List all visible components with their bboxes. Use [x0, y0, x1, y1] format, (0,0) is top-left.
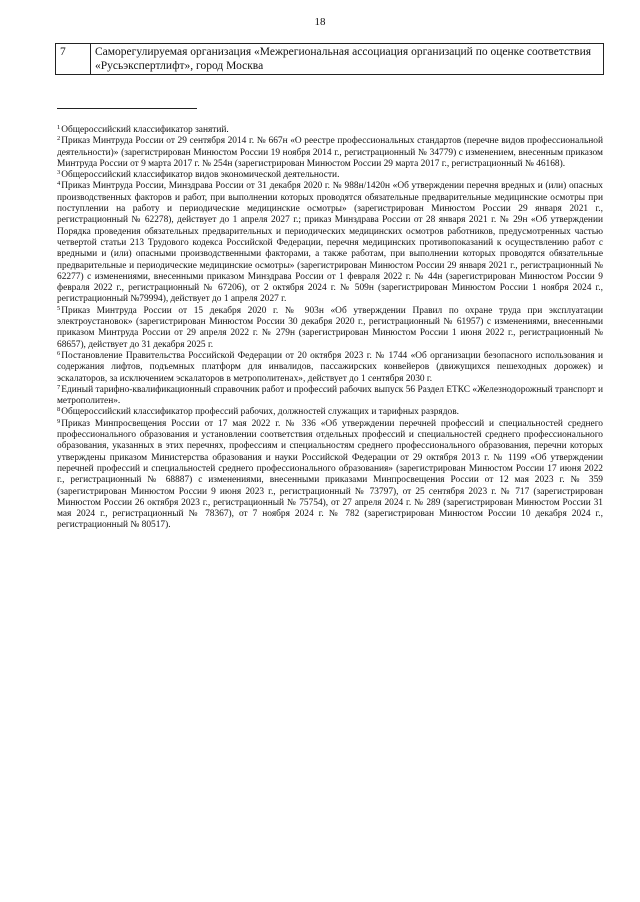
footnote-text: Приказ Минтруда России, Минздрава России от 31 декабря 2020 г. № 988н/1420н «Об утверждении перечня вредных и (или) опасных производственных факторов и работ, при выполнении которых проводятся обязательные предварительные медицинские осмотры при поступлении на работу и периодические медицинские осмотры» (зарегистрирован Минюстом России 29 января 2021 г., регистрационный № 62278), действует до 1 апреля 2027 г.; приказ Минздрава России от 28 января 2021 г. № 29н «Об утверждении Порядка проведения обязательных предварительных и периодических медицинских осмотров работников, предусмотренных частью четвертой статьи 213 Трудового кодекса Российской Федерации, перечня медицинских противопоказаний к осуществлению работ с вредными и (или) опасными производственными факторами, а также работам, при выполнении которых проводятся обязательные предварительные и периодические медицинские осмотры» (зарегистрирован Минюстом России 29 января 2021 г., регистрационный № 62277) с изменениями, внесенными приказом Минздрава России от 1 февраля 2022 г. № 44н (зарегистрирован Минюстом России 9 февраля 2022 г., регистрационный № 67206), от 2 октября 2024 г. № 509н (зарегистрирован Минюстом России 1 ноября 2024 г., регистрационный №79994), действует до 1 апреля 2027 г.	[57, 181, 603, 305]
footnote-text: Приказ Минпросвещения России от 17 мая 2022 г. № 336 «Об утверждении перечней профессий и специальностей среднего профессионального образования и установлении соответствия отдельных профессий и специальностей среднего профессионального образования, указанных в этих перечнях, профессиям и специальностям среднего профессионального образования, перечни которых утверждены приказом Министерства образования и науки Российской Федерации от 29 октября 2013 г. № 1199 «Об утверждении перечней профессий и специальностей среднего профессионального образования» (зарегистрирован Минюстом России 17 июня 2022 г., регистрационный № 68887) с изменениями, внесенными приказами Минпросвещения России от 12 мая 2023 г. № 359 (зарегистрирован Минюстом России 9 июня 2023 г., регистрационный № 73797), от 25 сентября 2023 г. № 717 (зарегистрирован Минюстом России 26 октября 2023 г., регистрационный № 75754), от 27 апреля 2024 г. № 289 (зарегистрирован Минюстом России 31 мая 2024 г., регистрационный № 78367), от 7 ноября 2024 г. № 782 (зарегистрирован Минюстом России 10 декабря 2024 г., регистрационный № 80517).	[57, 418, 603, 531]
footnote-mark: 8	[57, 406, 61, 414]
footnotes-section	[57, 125, 603, 532]
footnote-mark: 9	[57, 417, 61, 425]
footnote-mark: 3	[57, 169, 61, 177]
footnote-6	[57, 351, 603, 385]
footnote-1	[57, 125, 603, 136]
organization-table	[55, 43, 604, 75]
organization-name: Саморегулируемая организация «Межрегиональная ассоциация организаций по оценке соответствия «Русьэкспертлифт», город Москва	[91, 44, 604, 75]
footnote-text: Общероссийский классификатор видов экономической деятельности.	[61, 170, 340, 181]
footnote-text: Общероссийский классификатор профессий рабочих, должностей служащих и тарифных разрядов.	[61, 407, 459, 418]
footnote-3	[57, 170, 603, 181]
footnote-mark: 5	[57, 304, 61, 312]
footnote-mark: 6	[57, 349, 61, 357]
footnote-mark: 7	[57, 383, 61, 391]
footnote-separator	[57, 108, 197, 109]
page-number: 18	[314, 16, 326, 28]
footnote-text: Приказ Минтруда России от 29 сентября 2014 г. № 667н «О реестре профессиональных стандартов (перечне видов профессиональной деятельности)» (зарегистрирован Минюстом России 19 ноября 2014 г., регистрационный № 34779) с изменением, внесенным приказом Минтруда России от 9 марта 2017 г. № 254н (зарегистрирован Минюстом России 29 марта 2017 г., регистрационный № 46168).	[57, 136, 603, 169]
row-number: 7	[56, 44, 91, 75]
footnote-9	[57, 419, 603, 532]
footnote-2	[57, 136, 603, 170]
footnote-text: Общероссийский классификатор занятий.	[61, 125, 229, 135]
footnote-5	[57, 306, 603, 351]
footnote-4	[57, 181, 603, 305]
footnote-text: Постановление Правительства Российской Федерации от 20 октября 2023 г. № 1744 «Об организации безопасного использования и содержания лифтов, подъемных платформ для инвалидов, пассажирских конвейеров (движущихся пешеходных дорожек) и эскалаторов, за исключением эскалаторов в метрополитенах», действует до 1 сентября 2030 г.	[57, 350, 603, 384]
table-row	[56, 44, 604, 75]
footnote-text: Единый тарифно-квалификационный справочник работ и профессий рабочих выпуск 56 Раздел ЕТКС «Железнодорожный транспорт и метрополитен».	[57, 384, 603, 407]
footnote-text: Приказ Минтруда России от 15 декабря 2020 г. № 903н «Об утверждении Правил по охране труда при эксплуатации электроустановок» (зарегистрирован Минюстом России 30 декабря 2020 г., регистрационный № 61957) с изменениями, внесенными приказом Минтруда России от 29 апреля 2022 г. № 279н (зарегистрирован Минюстом России 1 июня 2022 г., регистрационный № 68657), действует до 31 декабря 2025 г.	[57, 305, 603, 350]
footnote-mark: 2	[57, 135, 61, 143]
footnote-mark: 4	[57, 180, 61, 188]
footnote-7	[57, 385, 603, 408]
footnote-8	[57, 407, 603, 418]
footnote-mark: 1	[57, 124, 61, 131]
